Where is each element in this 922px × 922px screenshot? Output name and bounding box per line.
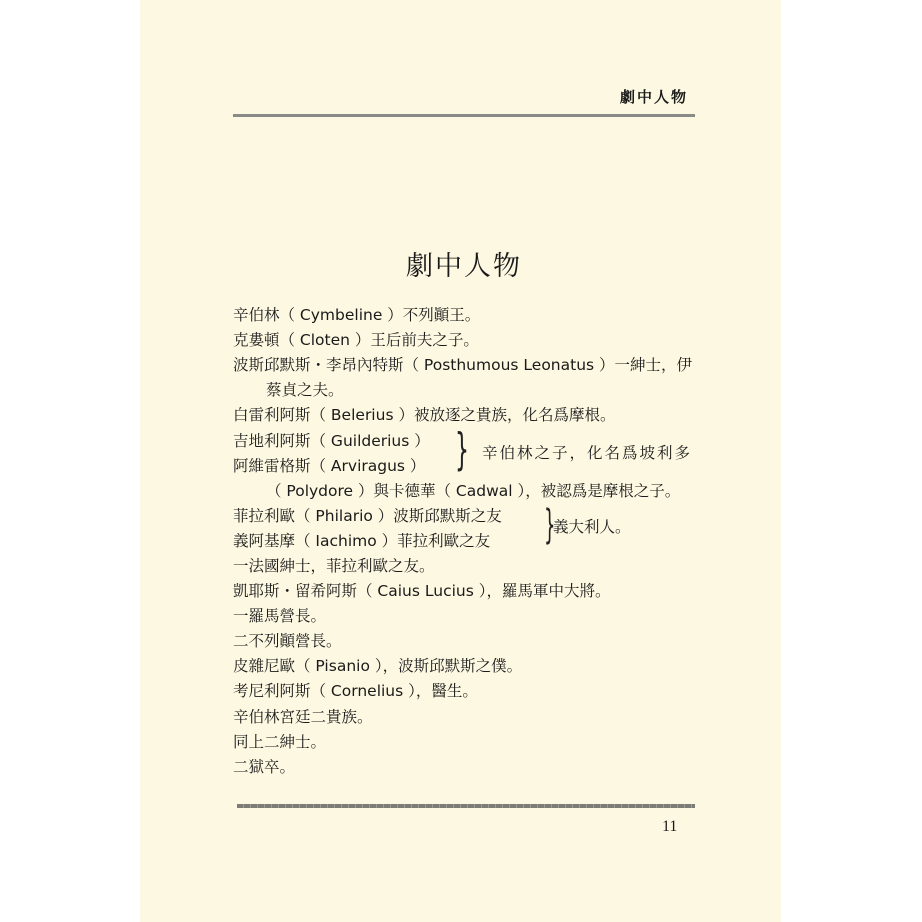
chapter-title: 劇中人物 (406, 251, 522, 282)
cast-line: 波斯邱默斯・李昂內特斯（ Posthumous Leonatus ）一紳士，伊 (233, 356, 693, 374)
running-head: 劇中人物 (620, 88, 689, 106)
cast-line: 二不列顚營長。 (233, 632, 342, 650)
cast-line: 考尼利阿斯（ Cornelius ），醫生。 (233, 682, 478, 700)
cast-line: 白雷利阿斯（ Belerius ）被放逐之貴族，化名爲摩根。 (233, 406, 616, 424)
cast-line-continuation: 蔡貞之夫。 (266, 381, 344, 399)
group-brace: } (543, 502, 556, 548)
group-note: 義大利人。 (553, 518, 631, 536)
cast-line: 皮雜尼歐（ Pisanio ），波斯邱默斯之僕。 (233, 657, 523, 675)
header-rule (233, 114, 695, 117)
cast-line: 辛伯林（ Cymbeline ）不列顚王。 (233, 306, 481, 324)
cast-line: 菲拉利歐（ Philario ）波斯邱默斯之友 (233, 507, 502, 525)
footer-rule (237, 804, 695, 808)
cast-line: 阿維雷格斯（ Arviragus ） (233, 457, 426, 475)
group-note: 辛伯林之子，化名爲坡利多 (482, 444, 693, 462)
group-brace: } (455, 424, 469, 475)
cast-line: 一羅馬營長。 (233, 607, 327, 625)
cast-line: 二獄卒。 (233, 758, 296, 776)
cast-line: 一法國紳士，菲拉利歐之友。 (233, 557, 435, 575)
cast-line: 克婁頓（ Cloten ）王后前夫之子。 (233, 331, 479, 349)
cast-line: 吉地利阿斯（ Guilderius ） (233, 432, 430, 450)
page-number: 11 (662, 818, 678, 835)
cast-line: 凱耶斯・留希阿斯（ Caius Lucius ），羅馬軍中大將。 (233, 582, 611, 600)
cast-line: 辛伯林宮廷二貴族。 (233, 708, 373, 726)
cast-line: 同上二紳士。 (233, 733, 327, 751)
cast-line-continuation: （ Polydore ）與卡德華（ Cadwal ），被認爲是摩根之子。 (266, 482, 681, 500)
cast-line: 義阿基摩（ Iachimo ）菲拉利歐之友 (233, 532, 491, 550)
